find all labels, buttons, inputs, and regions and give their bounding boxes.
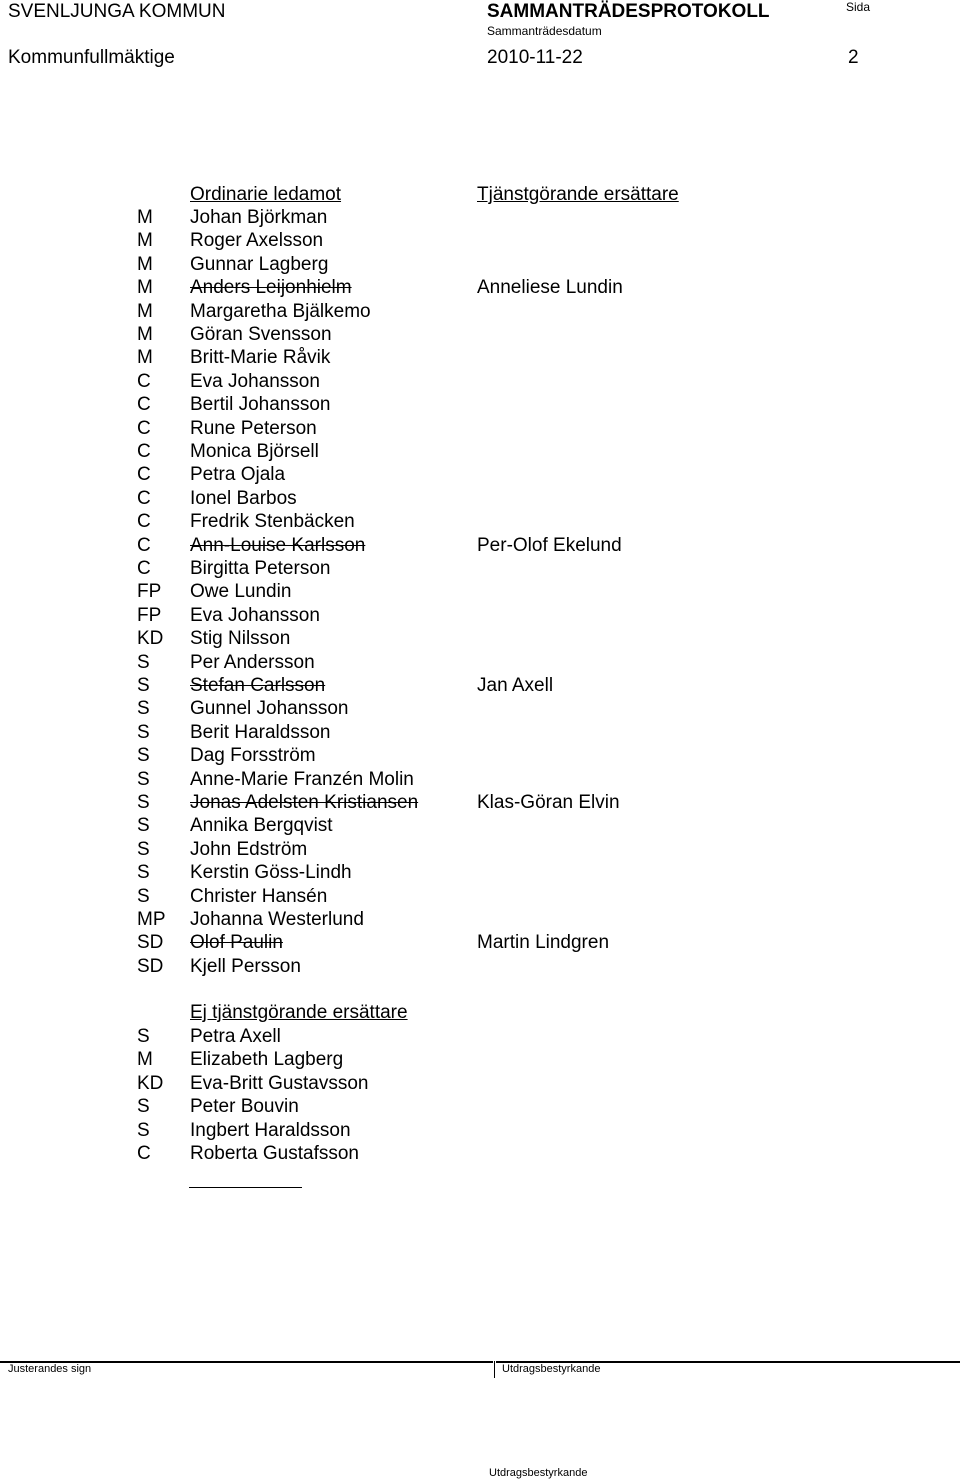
party-code: S (137, 721, 150, 743)
meeting-date-label: Sammanträdesdatum (487, 24, 602, 38)
member-row (0, 371, 960, 394)
party-code: M (137, 207, 153, 228)
party-code: C (137, 441, 151, 462)
party-code: S (137, 1026, 150, 1047)
member-name: Monica Björsell (190, 441, 319, 462)
party-code: C (137, 394, 151, 416)
member-row (0, 956, 960, 979)
party-code: FP (137, 604, 162, 626)
member-row (0, 581, 960, 604)
organization-name: SVENLJUNGA KOMMUN (8, 1, 226, 22)
footer-divider (494, 1361, 495, 1378)
party-code: S (137, 745, 150, 767)
document-type-title: SAMMANTRÄDESPROTOKOLL (487, 1, 770, 22)
party-code: S (137, 1119, 150, 1141)
utdragsbestyrkande-label-bottom: Utdragsbestyrkande (489, 1467, 588, 1479)
member-row (0, 722, 960, 745)
party-code: SD (137, 955, 164, 977)
party-code: S (137, 768, 150, 790)
party-code: S (137, 885, 150, 907)
party-code: M (137, 1049, 153, 1071)
member-row (0, 347, 960, 370)
member-row (0, 745, 960, 768)
non-serving-row (0, 1073, 960, 1096)
party-code: KD (137, 628, 164, 650)
party-code: M (137, 277, 153, 299)
member-name: Kerstin Göss-Lindh (190, 862, 352, 884)
member-row (0, 301, 960, 324)
absent-member-name: Ann-Louise Karlsson (190, 534, 366, 556)
member-row (0, 230, 960, 253)
member-row (0, 652, 960, 675)
non-serving-name: Ingbert Haraldsson (190, 1119, 351, 1141)
party-code: S (137, 698, 150, 720)
committee-name: Kommunfullmäktige (8, 47, 175, 68)
member-name: Gunnel Johansson (190, 698, 349, 720)
member-name: Margaretha Bjälkemo (190, 300, 371, 322)
absent-member-name: Olof Paulin (190, 932, 283, 954)
member-name: Christer Hansén (190, 885, 328, 907)
party-code: M (137, 324, 153, 345)
member-name: Johanna Westerlund (190, 909, 364, 930)
party-code: S (137, 651, 150, 673)
member-row (0, 558, 960, 581)
party-code: M (137, 300, 153, 322)
member-row (0, 815, 960, 838)
non-serving-row (0, 1120, 960, 1143)
substitute-name: Klas-Göran Elvin (477, 792, 620, 813)
member-name: Göran Svensson (190, 324, 332, 345)
member-name: Johan Björkman (190, 207, 328, 228)
non-serving-name: Roberta Gustafsson (190, 1143, 359, 1164)
member-name: Per Andersson (190, 651, 315, 673)
absent-member-name: Anders Leijonhielm (190, 277, 352, 299)
page-number: 2 (848, 47, 859, 68)
party-code: MP (137, 909, 166, 930)
member-row (0, 932, 960, 955)
non-serving-name: Peter Bouvin (190, 1096, 299, 1118)
member-name: Eva Johansson (190, 370, 320, 392)
member-name: Dag Forsström (190, 745, 316, 767)
party-code: C (137, 558, 151, 579)
party-code: C (137, 487, 151, 509)
party-code: S (137, 815, 150, 837)
absent-member-name: Jonas Adelsten Kristiansen (190, 792, 419, 813)
justerandes-sign-label: Justerandes sign (8, 1363, 92, 1375)
non-serving-row (0, 1096, 960, 1119)
member-name: Kjell Persson (190, 955, 301, 977)
party-code: C (137, 1143, 151, 1164)
member-name: Birgitta Peterson (190, 558, 331, 579)
ordinary-member-heading: Ordinarie ledamot (190, 184, 342, 205)
non-serving-name: Eva-Britt Gustavsson (190, 1072, 369, 1094)
party-code: S (137, 1096, 150, 1118)
member-name: Anne-Marie Franzén Molin (190, 768, 414, 790)
party-code: SD (137, 932, 164, 954)
member-name: Stig Nilsson (190, 628, 291, 650)
member-row (0, 792, 960, 815)
member-row (0, 535, 960, 558)
member-row (0, 464, 960, 487)
utdragsbestyrkande-label: Utdragsbestyrkande (502, 1363, 601, 1375)
substitute-name: Per-Olof Ekelund (477, 534, 622, 556)
meeting-date: 2010-11-22 (487, 47, 583, 68)
member-row (0, 277, 960, 300)
party-code: M (137, 253, 153, 275)
member-row (0, 698, 960, 721)
non-serving-name: Petra Axell (190, 1026, 281, 1047)
party-code: C (137, 370, 151, 392)
non-serving-row (0, 1049, 960, 1072)
member-name: Gunnar Lagberg (190, 253, 329, 275)
member-row (0, 862, 960, 885)
member-name: Roger Axelsson (190, 230, 324, 252)
party-code: M (137, 230, 153, 252)
member-row (0, 441, 960, 464)
member-name: Annika Bergqvist (190, 815, 333, 837)
substitute-name: Jan Axell (477, 675, 554, 696)
member-name: Bertil Johansson (190, 394, 331, 416)
member-row (0, 418, 960, 441)
member-row (0, 886, 960, 909)
member-name: John Edström (190, 838, 308, 860)
member-row (0, 909, 960, 932)
party-code: C (137, 511, 151, 533)
party-code: S (137, 862, 150, 884)
member-name: Berit Haraldsson (190, 721, 331, 743)
member-row (0, 488, 960, 511)
member-name: Owe Lundin (190, 581, 292, 603)
member-row (0, 207, 960, 230)
absent-member-name: Stefan Carlsson (190, 675, 326, 696)
end-line (189, 1187, 302, 1188)
party-code: C (137, 464, 151, 486)
serving-substitute-heading: Tjänstgörande ersättare (477, 184, 679, 205)
non-serving-row (0, 1143, 960, 1166)
non-serving-name: Elizabeth Lagberg (190, 1049, 344, 1071)
member-name: Eva Johansson (190, 604, 320, 626)
member-row (0, 839, 960, 862)
party-code: C (137, 534, 151, 556)
non-serving-heading: Ej tjänstgörande ersättare (190, 1002, 408, 1023)
party-code: C (137, 417, 151, 439)
member-row (0, 605, 960, 628)
member-row (0, 324, 960, 347)
member-name: Rune Peterson (190, 417, 317, 439)
member-row (0, 394, 960, 417)
party-code: S (137, 675, 150, 696)
member-name: Britt-Marie Råvik (190, 347, 331, 369)
party-code: M (137, 347, 153, 369)
member-name: Petra Ojala (190, 464, 286, 486)
member-name: Fredrik Stenbäcken (190, 511, 355, 533)
member-row (0, 628, 960, 651)
member-row (0, 511, 960, 534)
party-code: FP (137, 581, 162, 603)
substitute-name: Martin Lindgren (477, 932, 610, 954)
party-code: KD (137, 1072, 164, 1094)
party-code: S (137, 792, 150, 813)
member-name: Ionel Barbos (190, 487, 297, 509)
member-row (0, 675, 960, 698)
member-row (0, 769, 960, 792)
substitute-name: Anneliese Lundin (477, 277, 623, 299)
member-row (0, 254, 960, 277)
page-label: Sida (846, 0, 871, 14)
non-serving-row (0, 1026, 960, 1049)
party-code: S (137, 838, 150, 860)
